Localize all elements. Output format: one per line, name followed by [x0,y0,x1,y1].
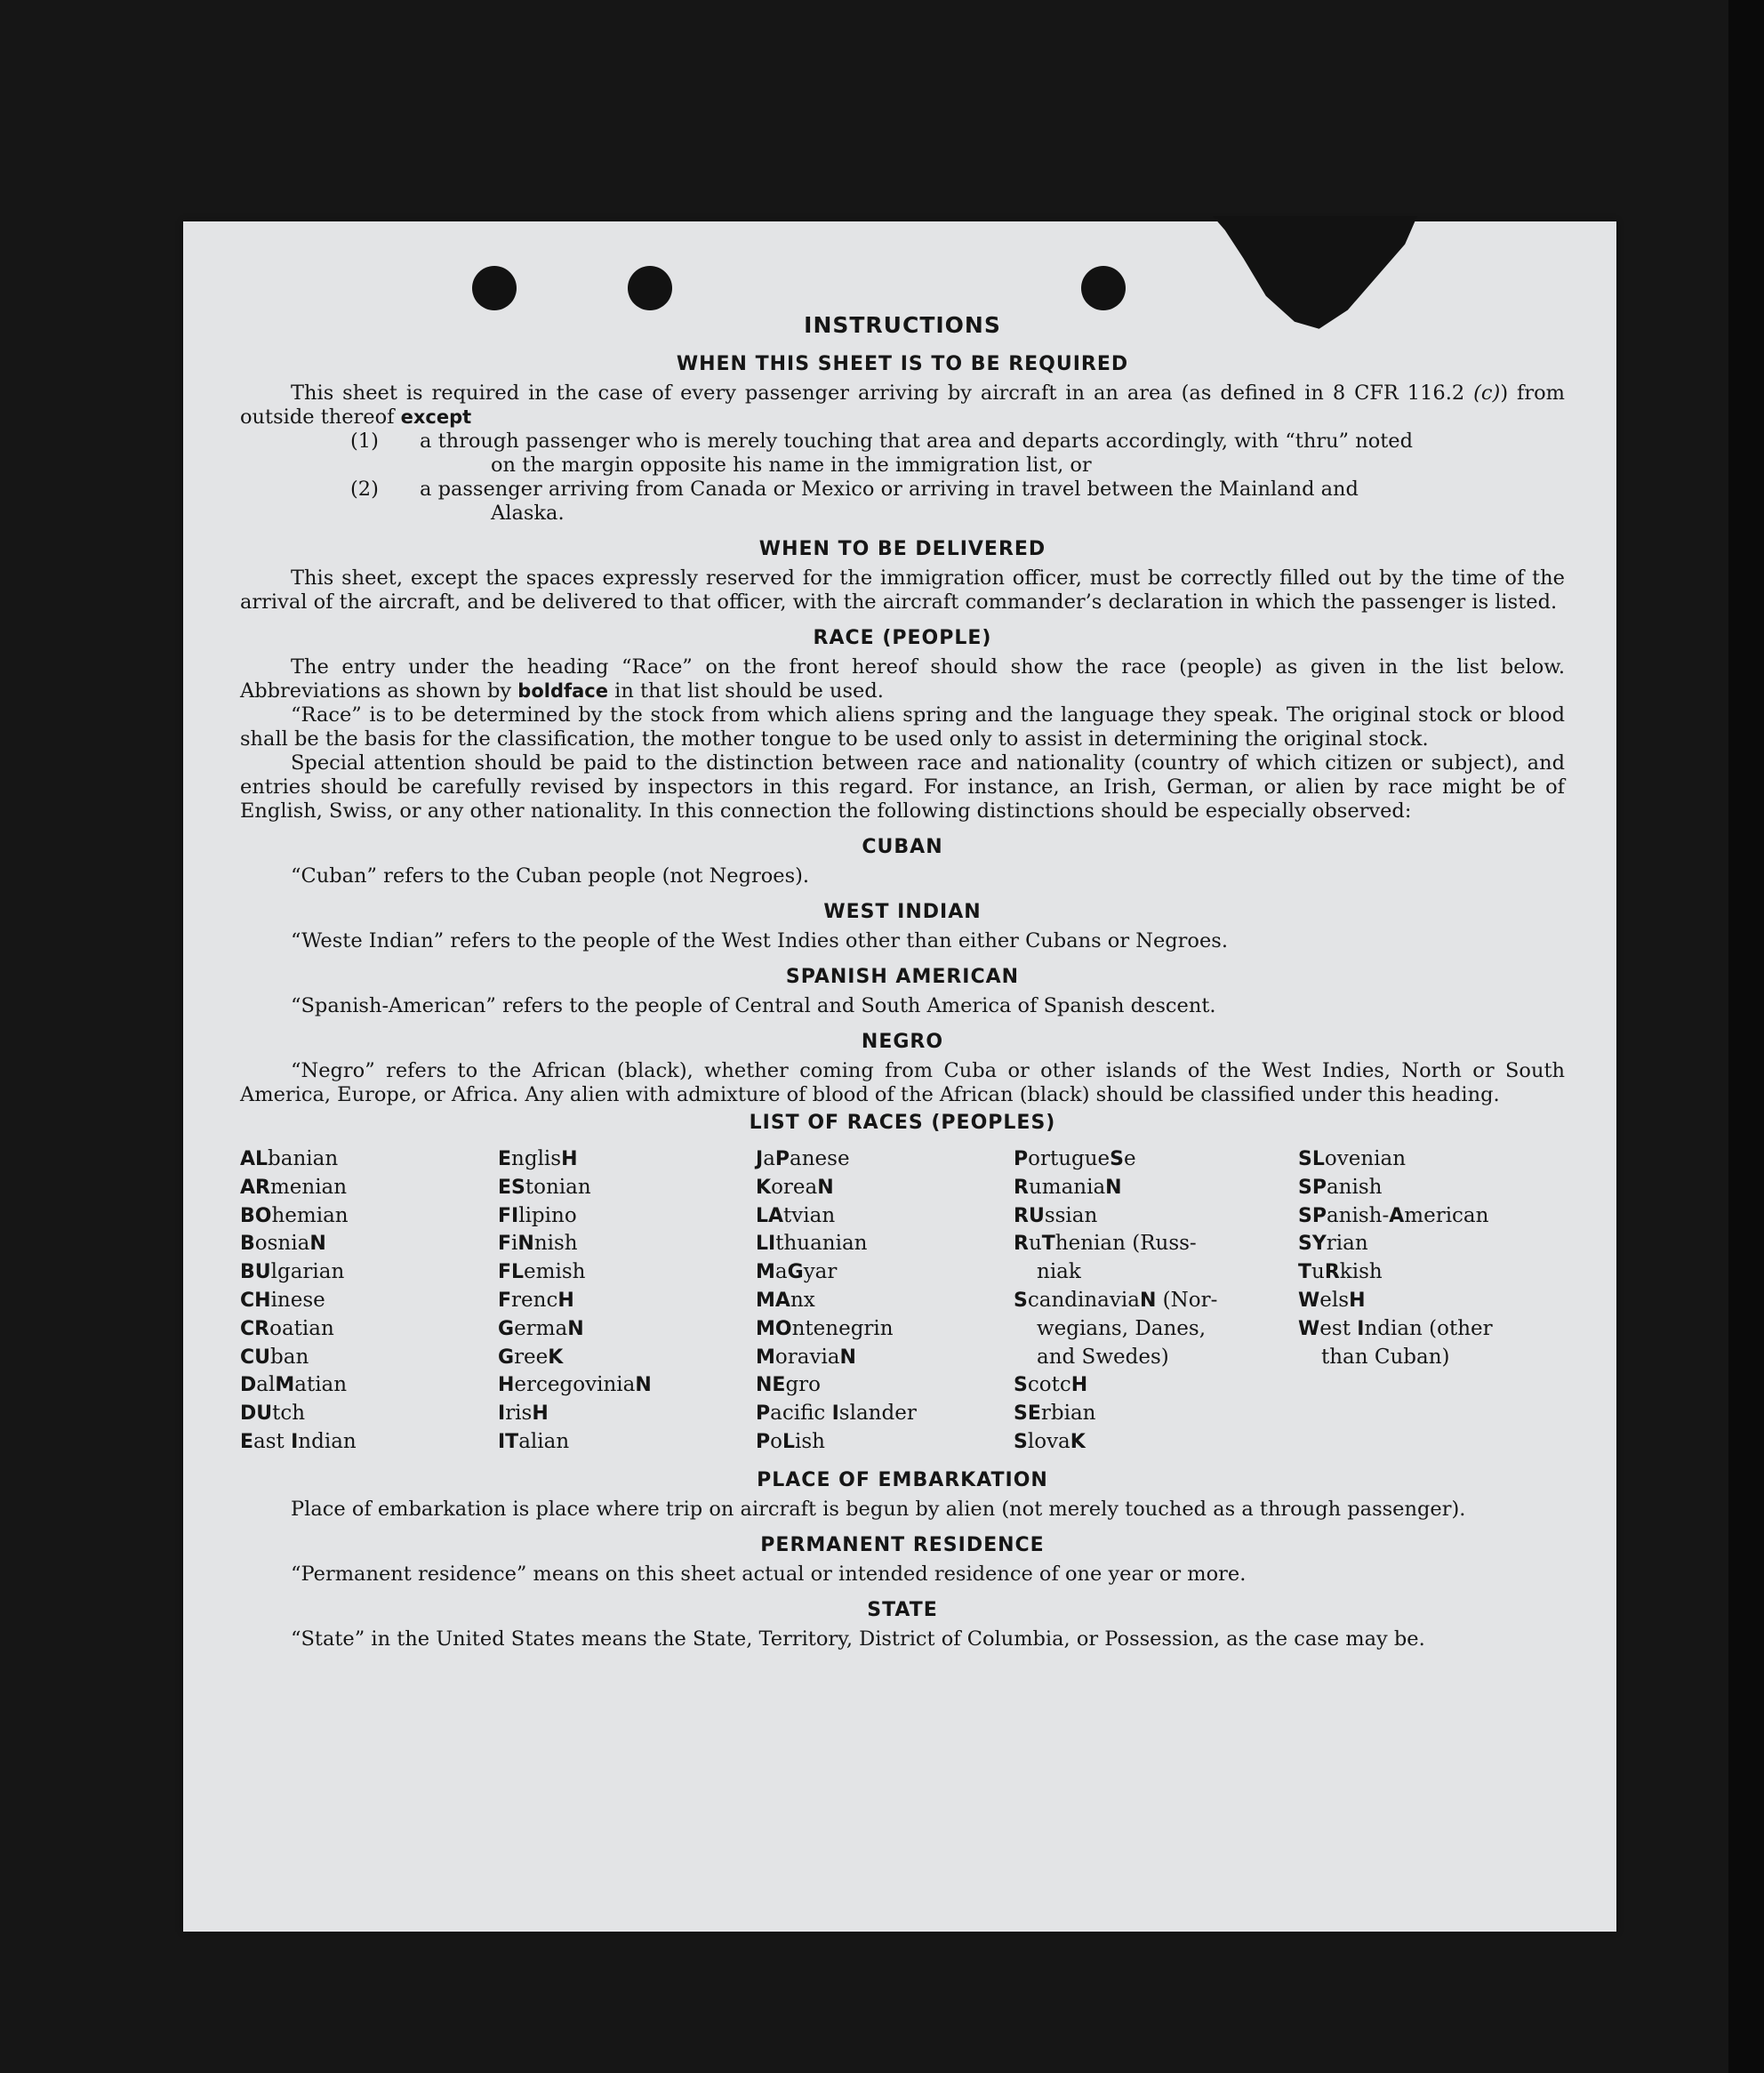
race-entry: HercegoviniaN [498,1373,652,1397]
race-entry: SPanish-American [1298,1203,1489,1227]
race-entry-continuation: and Swedes) [1037,1345,1169,1369]
heading-when-delivered: WHEN TO BE DELIVERED [758,538,1046,560]
race-entry: SlovaK [1014,1429,1086,1453]
race-entry-continuation: niak [1037,1260,1081,1284]
race-entry: BosniaN [240,1232,326,1256]
instructions-body [240,313,1565,1651]
race-entry-continuation: than Cuban) [1321,1345,1450,1369]
race-entry: SYrian [1298,1232,1368,1256]
embarkation-paragraph: Place of embarkation is place where trip on aircraft is begun by alien (not merely touched as a through passenger). [291,1497,1466,1521]
heading-place-of-embarkation: PLACE OF EMBARKATION [757,1468,1048,1491]
scan-border [1728,0,1764,2073]
required-item-2: (2) a passenger arriving from Canada or Mexico or arriving in travel between the Mainland and Alaska. [350,478,1359,525]
race-entry: RumaniaN [1014,1175,1122,1199]
race-entry: PoLish [756,1429,825,1453]
races-column [1014,1145,1298,1457]
race-entry: TuRkish [1298,1260,1383,1284]
heading-when-required: WHEN THIS SHEET IS TO BE REQUIRED [676,353,1129,375]
race-entry: MoraviaN [756,1345,856,1369]
state-paragraph: “State” in the United States means the State, Territory, District of Columbia, or Possession, as the case may be. [291,1627,1425,1651]
heading-spanish-american: SPANISH AMERICAN [785,966,1020,988]
race-entry: CUban [240,1345,309,1369]
race-entry: ALbanian [240,1147,339,1170]
race-entry: LAtvian [756,1203,836,1227]
race-entry: SErbian [1014,1402,1096,1426]
race-entry-continuation: wegians, Danes, [1037,1316,1207,1340]
race-entry: FIlipino [498,1203,577,1227]
race-entry: West Indian (other [1298,1316,1493,1340]
required-paragraph: This sheet is required in the case of every passenger arriving by aircraft in an area (as defined in 8 CFR 116.2 (c)) from outside thereof except [240,382,1565,429]
race-entry: East Indian [240,1429,357,1453]
punch-hole-3 [1081,266,1126,310]
races-column [1298,1145,1565,1457]
race-entry: ScandinaviaN (Nor- [1014,1288,1218,1312]
race-paragraph-1: The entry under the heading “Race” on the front hereof should show the race (people) as given in the list below. Abbreviations as shown by boldface in that list should be used. [240,655,1565,703]
race-entry: CRoatian [240,1316,334,1340]
race-entry: KoreaN [756,1175,834,1199]
race-entry: RUssian [1014,1203,1098,1227]
spanish-american-paragraph: “Spanish-American” refers to the people of Central and South America of Spanish descent. [291,994,1216,1017]
races-list [240,1145,1565,1457]
heading-negro: NEGRO [861,1031,944,1053]
heading-race: RACE (PEOPLE) [813,627,992,649]
delivered-paragraph: This sheet, except the spaces expressly reserved for the immigration officer, must be correctly filled out by the time of the arrival of the aircraft, and be delivered to that officer, with the aircraft commander’s declaration in which the passenger is listed. [240,566,1565,614]
races-column [240,1145,498,1457]
race-entry: FrencH [498,1288,574,1312]
race-entry: BUlgarian [240,1260,345,1284]
race-entry: RuThenian (Russ- [1014,1232,1197,1256]
required-item-1: (1) a through passenger who is merely touching that area and departs accordingly, with “thru” noted on the margin opposite his name in the immigration list, or [350,430,1414,477]
heading-permanent-residence: PERMANENT RESIDENCE [760,1533,1045,1556]
race-entry: SPanish [1298,1175,1383,1199]
residence-paragraph: “Permanent residence” means on this sheet actual or intended residence of one year or more. [291,1562,1247,1586]
west-indian-paragraph: “Weste Indian” refers to the people of the West Indies other than either Cubans or Negroes. [291,929,1228,952]
race-entry: FLemish [498,1260,586,1284]
race-entry: DalMatian [240,1373,348,1397]
race-entry: LIthuanian [756,1232,868,1256]
race-entry: DUtch [240,1402,306,1426]
race-entry: CHinese [240,1288,325,1312]
heading-state: STATE [867,1598,938,1621]
race-entry: EnglisH [498,1147,578,1170]
race-entry: WelsH [1298,1288,1366,1312]
heading-west-indian: WEST INDIAN [823,901,982,923]
races-column [498,1145,756,1457]
race-entry: GreeK [498,1345,564,1369]
heading-cuban: CUBAN [862,836,943,858]
race-entry: GermaN [498,1316,584,1340]
punch-hole-1 [472,266,517,310]
cuban-paragraph: “Cuban” refers to the Cuban people (not Negroes). [291,864,810,888]
race-entry: ARmenian [240,1175,348,1199]
page-title: INSTRUCTIONS [804,312,1001,338]
race-entry: NEgro [756,1373,822,1397]
race-entry: ITalian [498,1429,570,1453]
race-paragraph-2: “Race” is to be determined by the stock from which aliens spring and the language they speak. The original stock or blood shall be the basis for the classification, the mother tongue to be used only to assist in determining the original stock. [240,703,1565,751]
race-entry: MOntenegrin [756,1316,894,1340]
punch-hole-2 [628,266,672,310]
race-entry: EStonian [498,1175,591,1199]
race-entry: JaPanese [756,1147,850,1170]
race-entry: FiNnish [498,1232,578,1256]
race-entry: ScotcH [1014,1373,1088,1397]
race-entry: MAnx [756,1288,815,1312]
race-entry: MaGyar [756,1260,838,1284]
races-column [756,1145,1014,1457]
race-entry: PortugueSe [1014,1147,1136,1170]
race-entry: IrisH [498,1402,549,1426]
race-entry: SLovenian [1298,1147,1407,1170]
race-entry: Pacific Islander [756,1402,917,1426]
negro-paragraph: “Negro” refers to the African (black), whether coming from Cuba or other islands of the West Indies, North or South America, Europe, or Africa. Any alien with admixture of blood of the African (black) should be classified under this heading. [240,1059,1565,1106]
race-paragraph-3: Special attention should be paid to the distinction between race and nationality (country of which citizen or subject), and entries should be carefully revised by inspectors in this regard. For instance, an Irish, German, or alien by race might be of English, Swiss, or any other nationality. In this connection the following distinctions should be especially observed: [240,751,1565,823]
heading-list-of-races: LIST OF RACES (PEOPLES) [749,1112,1056,1134]
document-page [183,221,1616,1932]
race-entry: BOhemian [240,1203,349,1227]
